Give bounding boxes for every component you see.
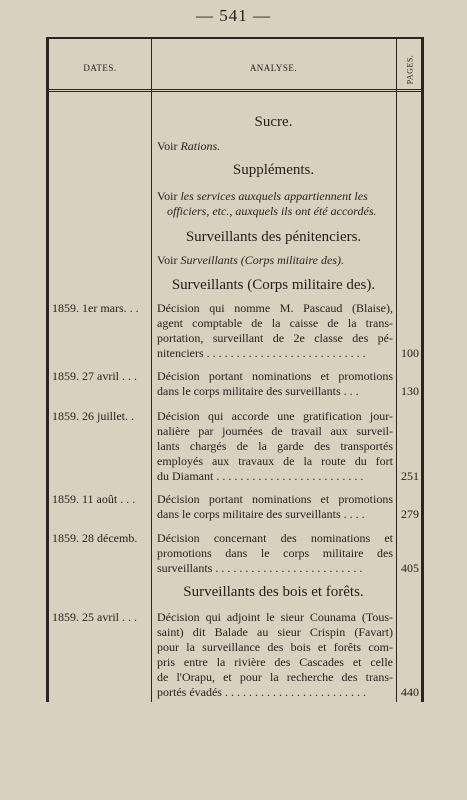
entry-page: 279 [401,507,419,521]
entry-text-line: lants chargés de la garde des transportés [157,439,393,453]
column-divider-dates [151,39,152,702]
entry-text-line: portation, surveillant de 2e classe des pé- [157,331,393,345]
heading-sucre: Sucre. [254,114,293,130]
voir-supplements-line2: officiers, etc., auxquels ils ont été accordés. [167,204,377,218]
entry-page: 130 [401,384,419,398]
heading-surveillants-corps: Surveillants (Corps militaire des). [171,277,376,293]
entry-text-line: portés évadés . . . . . . . . . . . . . . . . . . . . . . . . [157,685,366,699]
entry-date: 1859. 11 août . . . [52,492,136,506]
entry-date: 1859. 27 avril . . . [52,369,137,383]
entry-text-line: dans le corps militaire des surveillants . . . . [157,507,365,521]
entry-date: 1859. 26 juillet. . [52,409,134,423]
entry-page: 251 [401,469,419,483]
header-rule [49,89,421,92]
entry-page: 440 [401,685,419,699]
entry-text-line: surveillants . . . . . . . . . . . . . . . . . . . . . . . . . [157,561,363,575]
heading-supplements: Suppléments. [232,162,315,178]
entry-text-line: nalière par journées de travail aux surveil- [157,424,393,438]
entry-text-line: Décision portant nominations et promotions [157,492,393,506]
entry-text-line: pris entre la rivière des Cascades et celle [157,655,393,669]
entry-text-line: saint) dit Balade au sieur Crispin (Favart) [157,625,393,639]
entry-text-line: Décision concernant des nominations et [157,531,393,545]
entry-date: 1859. 28 décemb. [52,531,138,545]
entry-text-line: promotions dans le corps militaire des [157,546,393,560]
header-pages: PAGES. [405,54,415,84]
entry-text-line: de l'Orapu, et pour la recherche des trans- [157,670,393,684]
heading-surveillants-bois-forets: Surveillants des bois et forêts. [183,584,364,600]
entry-page: 405 [401,561,419,575]
column-divider-pages [396,39,397,702]
entry-text-line: Décision qui nomme M. Pascaud (Blaise), [157,301,393,315]
index-table [46,37,424,702]
entry-text-line: Décision portant nominations et promotions [157,369,393,383]
heading-surveillants-penitenciers: Surveillants des pénitenciers. [185,229,362,245]
entry-text-line: pour la surveillance des bois et forêts com- [157,640,393,654]
entry-text-line: Décision qui adjoint le sieur Counama (Tous- [157,610,393,624]
entry-text-line: agent comptable de la caisse de la trans- [157,316,393,330]
header-analyse: ANALYSE. [249,63,298,73]
entry-text-line: du Diamant . . . . . . . . . . . . . . . . . . . . . . . . . [157,469,364,483]
voir-surveillants-penitenciers: Voir Surveillants (Corps militaire des). [157,253,344,267]
entry-date: 1859. 25 avril . . . [52,610,137,624]
entry-date: 1859. 1er mars. . . [52,301,139,315]
entry-text-line: nitenciers . . . . . . . . . . . . . . . . . . . . . . . . . . . [157,346,366,360]
entry-page: 100 [401,346,419,360]
entry-text-line: dans le corps militaire des surveillants . . . [157,384,359,398]
page-number: — 541 — [196,6,271,25]
header-dates: DATES. [83,63,117,73]
voir-supplements-line1: Voir les services auxquels appartiennent les [157,189,368,203]
entry-text-line: Décision qui accorde une gratification jour- [157,409,393,423]
entry-text-line: employés aux travaux de la route du fort [157,454,393,468]
voir-sucre: Voir Rations. [157,139,221,153]
